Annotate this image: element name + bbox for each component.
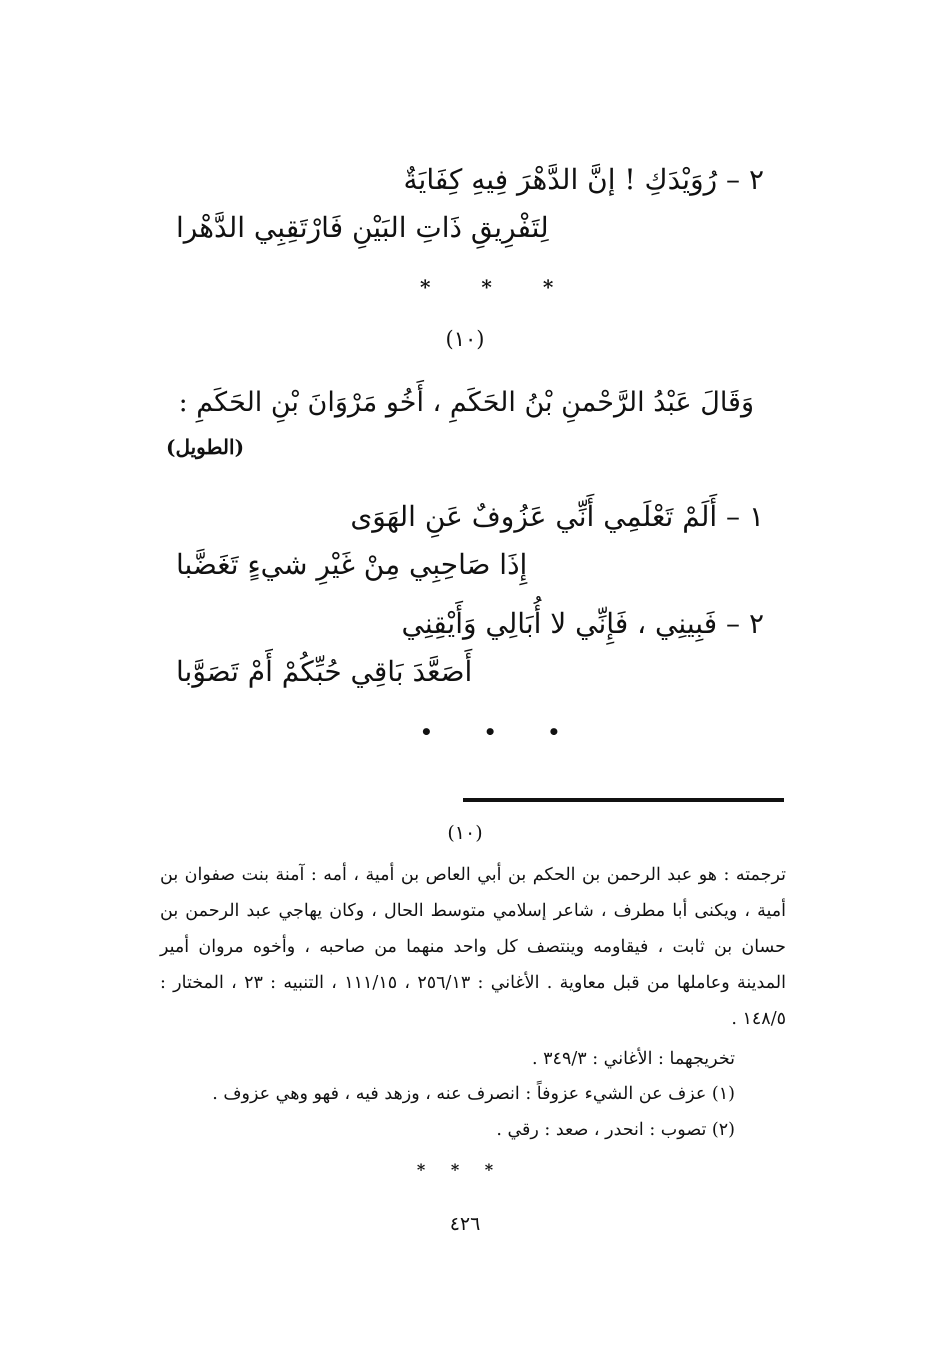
footnote-divider (463, 798, 784, 802)
footnote-sources: تخريجهما : الأغاني : ٣٤٩/٣ . (532, 1049, 735, 1069)
section-separator: * * * (420, 275, 576, 299)
footnote-section-number: (١٠) (447, 822, 483, 844)
footnote-biography: ترجمته : هو عبد الرحمن بن الحكم بن أبي العاص بن أمية ، أمه : آمنة بنت صفوان بن أمية ، ويكنى أبا مطرف ، شاعر إسلامي متوسط الحال ، وكان يهاجي عبد الرحمن بن حسان بن ثابت ، فيقاومه وينتصف كل واحد منهما من صاحبه ، وأخوه مروان أمير المدينة وعاملها من قبل معاوية . الأغاني : ٢٥٦/١٣ ، ١١١/١٥ ، التنبيه : ٢٣ ، المختار : ١٤٨/٥ . (160, 865, 787, 1029)
footnote-note-1: (١) عزف عن الشيء عزوفاً : انصرف عنه ، وزهد فيه ، فهو وهي عزوف . (212, 1084, 735, 1104)
verse-2-first-hemistich (404, 160, 764, 200)
footnote-note-2: (٢) تصوب : انحدر ، صعد : رقي . (496, 1120, 735, 1140)
hemistich-text: رُوَيْدَكِ ! إنَّ الدَّهْرَ فِيهِ كِفَايَةٌ (403, 163, 718, 196)
poetic-meter-label: (الطويل) (166, 435, 245, 459)
footnote-end-separator: * * * (416, 1160, 504, 1179)
poem-introduction: وَقَالَ عَبْدُ الرَّحْمنِ بْنُ الحَكَمِ ، أَخُو مَرْوَانَ بْنِ الحَكَمِ : (178, 387, 754, 418)
hemistich-text: أَلَمْ تَعْلَمِي أَنِّي عَزُوفٌ عَنِ الهَوَى (350, 500, 718, 533)
verse-2b-first-hemistich (401, 604, 764, 644)
section-end-separator: • • • (420, 720, 583, 744)
verse-1-first-hemistich (350, 497, 764, 537)
verse-number: ٢ – (726, 607, 764, 640)
verse-1-second-hemistich: إِذَا صَاحِبِي مِنْ غَيْرِ شيءٍ تَغَضَّبا (176, 548, 528, 581)
verse-number: ١ – (726, 500, 764, 533)
section-number: (١٠) (445, 327, 485, 351)
verse-2b-second-hemistich: أَصَعَّدَ بَاقِي حُبِّكُمْ أَمْ تَصَوَّبا (176, 655, 473, 688)
page-number: ٤٢٦ (449, 1213, 481, 1235)
verse-2-second-hemistich: لِتَفْرِيقِ ذَاتِ البَيْنِ فَارْتَقِبِي الدَّهْرا (176, 211, 549, 244)
verse-number: ٢ – (726, 163, 764, 196)
hemistich-text: فَبِينِي ، فَإِنِّي لا أُبَالِي وَأَيْقِنِي (401, 607, 718, 640)
